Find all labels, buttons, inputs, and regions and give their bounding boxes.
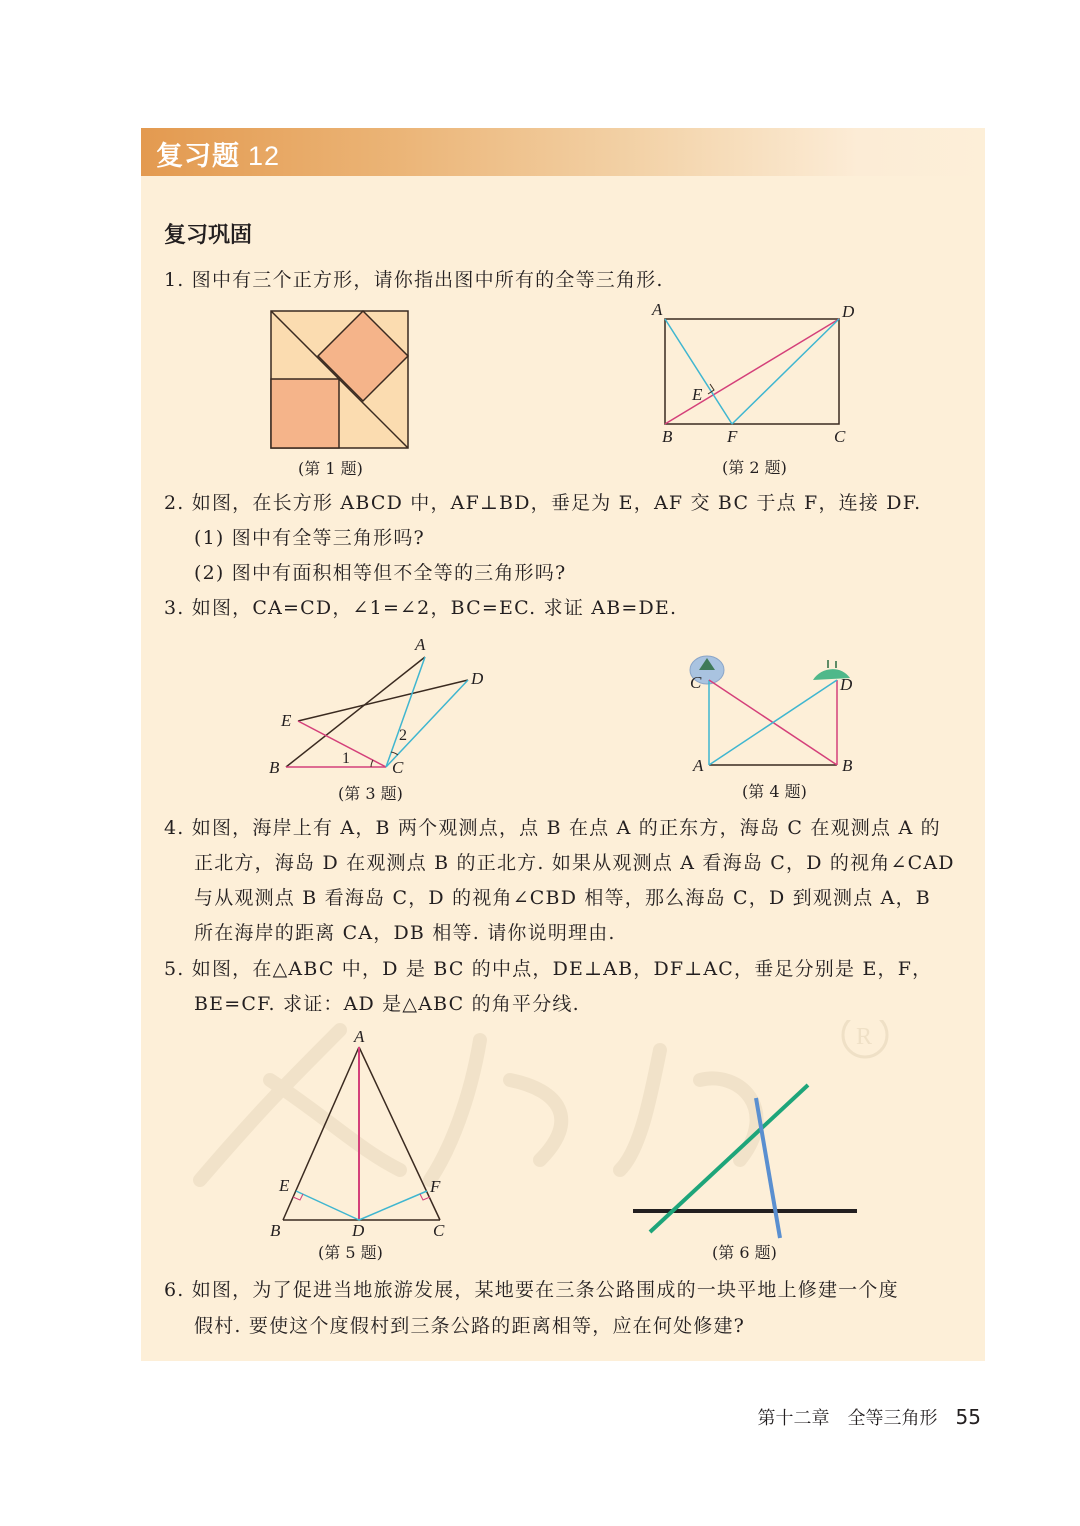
problem-1-number: 1.	[164, 269, 185, 291]
problem-4	[164, 811, 941, 846]
problem-5-line-2: BE=CF. 求证：AD 是△ABC 的角平分线.	[194, 993, 580, 1015]
problem-4-line-2: 正北方，海岛 D 在观测点 B 的正北方. 如果从观测点 A 看海岛 C，D 的视角∠CAD	[194, 852, 955, 874]
label-C: C	[690, 673, 702, 692]
problem-2-number: 2.	[164, 492, 185, 514]
label-B: B	[842, 756, 853, 775]
label-E: E	[279, 1176, 290, 1195]
figure-1-caption: (第 1 题)	[298, 459, 363, 478]
figure-6-caption: (第 6 题)	[712, 1243, 777, 1262]
label-A: A	[354, 1027, 365, 1046]
figure-1-squares	[270, 310, 410, 450]
figure-4-caption: (第 4 题)	[742, 782, 807, 801]
problem-3-text: 如图，CA=CD，∠1=∠2，BC=EC. 求证 AB=DE.	[191, 597, 678, 619]
figure-5-isosceles-triangle	[265, 1025, 455, 1240]
problem-5-line-1: 如图，在△ABC 中，D 是 BC 的中点，DE⊥AB，DF⊥AC，垂足分别是 E，F，	[191, 958, 933, 980]
figure-2-caption: (第 2 题)	[722, 458, 787, 477]
problem-6-number: 6.	[164, 1279, 185, 1301]
problem-3-number: 3.	[164, 597, 185, 619]
label-B: B	[269, 758, 280, 777]
label-C: C	[392, 758, 404, 777]
label-C: C	[433, 1221, 445, 1240]
problem-6-line-1: 如图，为了促进当地旅游发展，某地要在三条公路围成的一块平地上修建一个度	[191, 1279, 899, 1301]
label-A: A	[415, 635, 426, 654]
problem-6-line-2: 假村. 要使这个度假村到三条公路的距离相等，应在何处修建?	[194, 1315, 746, 1337]
problem-4-line-3: 与从观测点 B 看海岛 C，D 的视角∠CBD 相等，那么海岛 C，D 到观测点 A，B	[194, 887, 931, 909]
problem-2-text: 如图，在长方形 ABCD 中，AF⊥BD，垂足为 E，AF 交 BC 于点 F，连接 DF.	[191, 492, 922, 514]
figure-2-rectangle	[650, 300, 870, 450]
label-D: D	[471, 669, 484, 688]
label-D: D	[352, 1221, 365, 1240]
problem-2-sub-2: (2) 图中有面积相等但不全等的三角形吗?	[194, 562, 567, 584]
label-D: D	[842, 302, 855, 321]
label-E: E	[692, 385, 703, 404]
figure-3-caption: (第 3 题)	[338, 784, 403, 803]
label-B: B	[270, 1221, 281, 1240]
section-title: 复习巩固	[164, 223, 253, 248]
problem-4-number: 4.	[164, 817, 185, 839]
road-steep	[756, 1098, 780, 1238]
label-A: A	[693, 756, 704, 775]
figure-3-triangles	[265, 632, 490, 782]
figure-5-caption: (第 5 题)	[318, 1243, 383, 1262]
label-C: C	[834, 427, 846, 446]
figure-6-three-roads	[630, 1080, 860, 1240]
banner-number: 12	[248, 141, 281, 171]
page-footer	[758, 1404, 981, 1430]
figure-4-islands	[685, 650, 870, 780]
chapter-title: 第十二章 全等三角形	[757, 1408, 938, 1429]
problem-1	[164, 263, 664, 298]
problem-2-sub-1: (1) 图中有全等三角形吗?	[194, 527, 425, 549]
label-D: D	[840, 675, 853, 694]
label-E: E	[281, 711, 292, 730]
problem-4-line-4: 所在海岸的距离 CA，DB 相等. 请你说明理由.	[194, 922, 616, 944]
angle-1-label: 1	[342, 750, 350, 767]
banner-title	[156, 134, 280, 173]
banner-title-text: 复习题	[156, 141, 240, 172]
page-number: 55	[955, 1405, 981, 1429]
svg-text:R: R	[856, 1024, 873, 1050]
label-B: B	[662, 427, 673, 446]
problem-6	[164, 1273, 899, 1308]
problem-3	[164, 591, 677, 626]
label-F: F	[430, 1177, 441, 1196]
label-A: A	[652, 300, 663, 319]
problem-5-number: 5.	[164, 958, 185, 980]
problem-1-text: 图中有三个正方形，请你指出图中所有的全等三角形.	[191, 269, 664, 291]
problem-4-line-1: 如图，海岸上有 A，B 两个观测点，点 B 在点 A 的正东方，海岛 C 在观测点 A 的	[191, 817, 941, 839]
problem-5	[164, 952, 932, 987]
angle-2-label: 2	[399, 727, 407, 744]
problem-2	[164, 486, 921, 521]
label-F: F	[727, 427, 738, 446]
